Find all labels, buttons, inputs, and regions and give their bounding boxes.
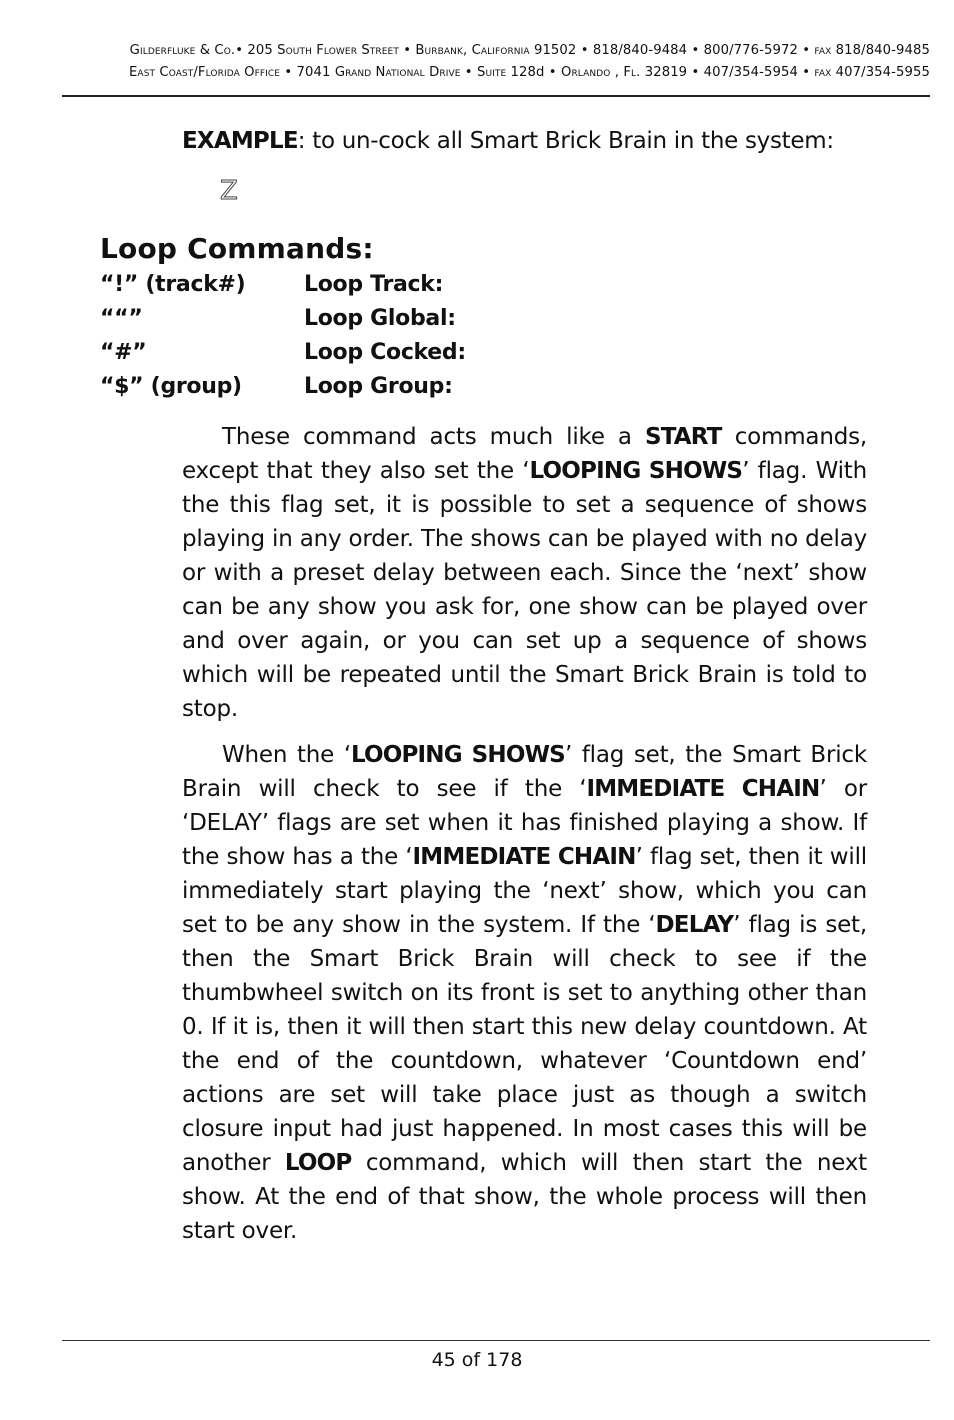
example-line <box>182 128 834 154</box>
letterhead-line-1: Gilderfluke & Co.• 205 South Flower Street • Burbank, California 91502 • 818/840-9484 • 800/776-5972 • fax 818/840-9485 <box>129 43 930 58</box>
command-row <box>100 374 466 408</box>
command-key: “#” <box>100 340 147 365</box>
command-glyph-z: Z <box>220 176 238 206</box>
paragraph-1: These command acts much like a START commands, except that they also set the ‘LOOPING SHOWS’ flag. With the this flag set, it is possible to set a sequence of shows playing in any order. The shows can be played with no delay or with a preset delay between each. Since the ‘next’ show can be any show you ask for, one show can be played over and over again, or you can set up a sequence of shows which will be repeated until the Smart Brick Brain is told to stop. <box>182 424 867 722</box>
section-title: Loop Commands: <box>100 232 374 265</box>
command-name: Loop Global: <box>304 306 456 331</box>
command-key: ““” <box>100 306 143 331</box>
command-row <box>100 306 466 340</box>
letterhead-line-2: East Coast/Florida Office • 7041 Grand National Drive • Suite 128d • Orlando , Fl. 32819 • 407/354-5954 • fax 407/354-5955 <box>129 65 930 80</box>
command-key: “$” (group) <box>100 374 242 399</box>
command-name: Loop Cocked: <box>304 340 466 365</box>
header-divider <box>62 95 930 97</box>
body-text <box>182 420 867 1260</box>
command-table <box>100 272 466 408</box>
paragraph-2: When the ‘LOOPING SHOWS’ flag set, the Smart Brick Brain will check to see if the ‘IMMEDIATE CHAIN’ or ‘DELAY’ flags are set when it has finished playing a show. If the show has a the ‘IMMEDIATE CHAIN’ flag set, then it will immediately start playing the ‘next’ show, which you can set to be any show in the system. If the ‘DELAY’ flag is set, then the Smart Brick Brain will check to see if the thumbwheel switch on its front is set to anything other than 0. If it is, then it will then start this new delay countdown. At the end of the countdown, whatever ‘Countdown end’ actions are set will take place just as though a switch closure input had just happened. In most cases this will be another LOOP command, which will then start the next show. At the end of that show, the whole process will then start over. <box>182 742 867 1244</box>
example-text: : to un-cock all Smart Brick Brain in the system: <box>297 128 834 154</box>
command-row <box>100 340 466 374</box>
command-name: Loop Track: <box>304 272 444 297</box>
example-label: EXAMPLE <box>182 128 298 154</box>
page-number: 45 of 178 <box>431 1349 523 1371</box>
footer-divider <box>62 1340 930 1341</box>
command-name: Loop Group: <box>304 374 453 399</box>
command-key: “!” (track#) <box>100 272 246 297</box>
command-row <box>100 272 466 306</box>
letterhead <box>62 40 930 84</box>
